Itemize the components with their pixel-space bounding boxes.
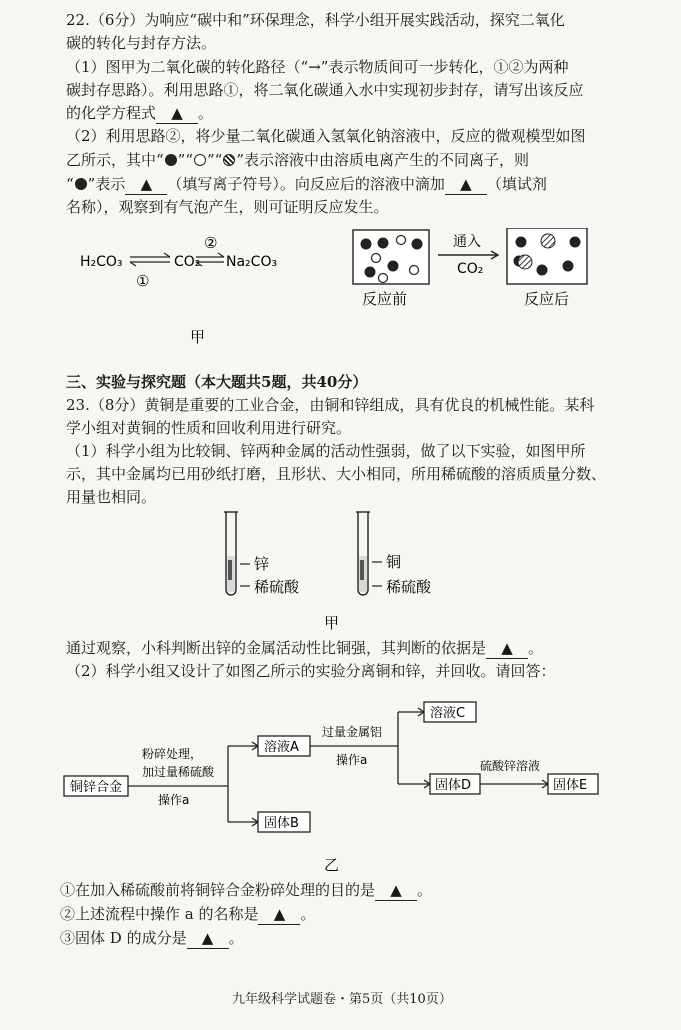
acid-label-2: 稀硫酸 <box>386 578 432 596</box>
q23-sub-3 <box>60 928 244 949</box>
q22-line-8-open: “ <box>66 175 74 193</box>
q23-line-3: （1）科学小组为比较铜、锌两种金属的活动性强弱，做了以下实验，如图甲所 <box>66 442 586 460</box>
answer-blank[interactable]: ▲ <box>187 928 229 949</box>
step1-label-1: 粉碎处理， <box>142 747 203 761</box>
pass-in-label: 通入 <box>453 234 481 250</box>
q22-line-7 <box>66 150 529 170</box>
na2co3-label: Na₂CO₃ <box>226 254 278 270</box>
q22-line-8 <box>66 174 547 195</box>
co2-label: CO₂ <box>174 254 201 270</box>
q23-sub-2 <box>60 904 316 925</box>
flowchart-caption: 乙 <box>324 856 340 874</box>
answer-blank[interactable]: ▲ <box>156 103 198 124</box>
route-2-label: ② <box>204 234 218 252</box>
q22-line-7-text: 乙所示，其中“ <box>66 151 164 169</box>
q22-line-7-sep2: ”“ <box>207 151 223 169</box>
answer-blank[interactable]: ▲ <box>125 174 167 195</box>
step2-label: 过量金属铝 <box>322 725 383 739</box>
q23-line-2: 学小组对黄铜的性质和回收利用进行研究。 <box>66 419 352 437</box>
answer-blank[interactable]: ▲ <box>445 174 487 195</box>
h2co3-label: H₂CO₃ <box>80 254 123 270</box>
q22-line-4: 碳封存思路）。利用思路①，将二氧化碳通入水中实现初步封存，请写出该反应 <box>66 81 584 99</box>
page-footer: 九年级科学试题卷・第5页（共10页） <box>232 992 452 1007</box>
q22-line-7-sep1: ”“ <box>177 151 194 169</box>
q23-line-1: 23.（8分）黄铜是重要的工业合金，由铜和锌组成，具有优良的机械性能。某科 <box>66 396 595 414</box>
q23-sub-3-end: 。 <box>228 929 244 947</box>
hatched-ion-icon <box>223 154 235 166</box>
q22-line-7-end: ”表示溶液中由溶质电离产生的不同离子，则 <box>236 151 530 169</box>
solid-d-label: 固体D <box>435 778 472 793</box>
q22-line-5-end: 。 <box>198 104 214 122</box>
q22-line-1: 22.（6分）为响应“碳中和”环保理念，科学小组开展实践活动，探究二氧化 <box>66 11 565 29</box>
equilibrium-arrow-1 <box>130 253 170 266</box>
q23-sub-2-end: 。 <box>300 905 316 923</box>
zinc-label: 锌 <box>254 555 270 573</box>
q23-sub-2-text: ②上述流程中操作 a 的名称是 <box>60 905 259 923</box>
q22-line-6: （2）利用思路②，将少量二氧化碳通入氢氧化钠溶液中，反应的微观模型如图 <box>66 127 586 145</box>
step1-label-2: 加过量稀硫酸 <box>142 765 215 779</box>
answer-blank[interactable]: ▲ <box>486 638 528 659</box>
acid-label-1: 稀硫酸 <box>254 578 300 596</box>
q23-sub-1-text: ①在加入稀硫酸前将铜锌合金粉碎处理的目的是 <box>60 881 376 899</box>
solid-e-label: 固体E <box>553 778 588 793</box>
test-tube-caption: 甲 <box>324 614 340 632</box>
q23-line-6 <box>66 638 543 659</box>
co2-arrow-label: CO₂ <box>457 261 484 277</box>
q22-figure-caption: 甲 <box>190 328 206 346</box>
solid-b-label: 固体B <box>264 816 299 831</box>
route-1-label: ① <box>136 272 150 290</box>
q23-sub-1 <box>60 880 432 901</box>
zinc-strip <box>228 560 232 580</box>
q22-line-2: 碳的转化与封存方法。 <box>66 34 217 52</box>
copper-label: 铜 <box>386 553 402 571</box>
q22-figure <box>70 228 610 348</box>
black-ion-icon <box>165 154 177 166</box>
q23-sub-1-end: 。 <box>417 881 433 899</box>
step2-operation: 操作a <box>336 753 368 767</box>
section-title: 三、实验与探究题（本大题共5题，共40分） <box>66 373 368 391</box>
q23-line-6-end: 。 <box>528 639 544 657</box>
q22-line-8-text: ”表示 <box>87 175 126 193</box>
alloy-label: 铜锌合金 <box>70 780 123 795</box>
q23-line-6-text: 通过观察，小科判断出锌的金属活动性比铜强，其判断的依据是 <box>66 639 487 657</box>
black-ion-icon <box>75 178 87 190</box>
step3-label: 硫酸锌溶液 <box>480 759 541 773</box>
q23-sub-3-text: ③固体 D 的成分是 <box>60 929 187 947</box>
q23-line-4: 示，其中金属均已用砂纸打磨，且形状、大小相同，所用稀硫酸的溶质质量分数、 <box>66 465 607 483</box>
step1-operation: 操作a <box>158 793 190 807</box>
solution-a-label: 溶液A <box>264 740 299 755</box>
answer-blank[interactable]: ▲ <box>258 904 300 925</box>
q22-line-5 <box>66 103 213 124</box>
white-ion-icon <box>194 154 206 166</box>
copper-strip <box>360 560 364 580</box>
test-tube-figure <box>210 508 470 638</box>
answer-blank[interactable]: ▲ <box>375 880 417 901</box>
before-box <box>353 230 429 284</box>
before-label: 反应前 <box>362 290 408 308</box>
q23-line-5: 用量也相同。 <box>66 488 157 506</box>
q22-line-5-text: 的化学方程式 <box>66 104 157 122</box>
q22-line-3: （1）图甲为二氧化碳的转化路径（“→”表示物质间可一步转化，①②为两种 <box>66 58 569 76</box>
q22-line-8-text2: （填写离子符号）。向反应后的溶液中滴加 <box>167 175 445 193</box>
solution-c-label: 溶液C <box>430 706 466 721</box>
q22-line-9: 名称），观察到有气泡产生，则可证明反应发生。 <box>66 198 389 216</box>
after-label: 反应后 <box>524 290 570 308</box>
q22-line-8-end: （填试剂 <box>486 175 547 193</box>
q23-line-7: （2）科学小组又设计了如图乙所示的实验分离铜和锌，并回收。请回答： <box>66 662 556 680</box>
separation-flowchart <box>60 690 620 880</box>
